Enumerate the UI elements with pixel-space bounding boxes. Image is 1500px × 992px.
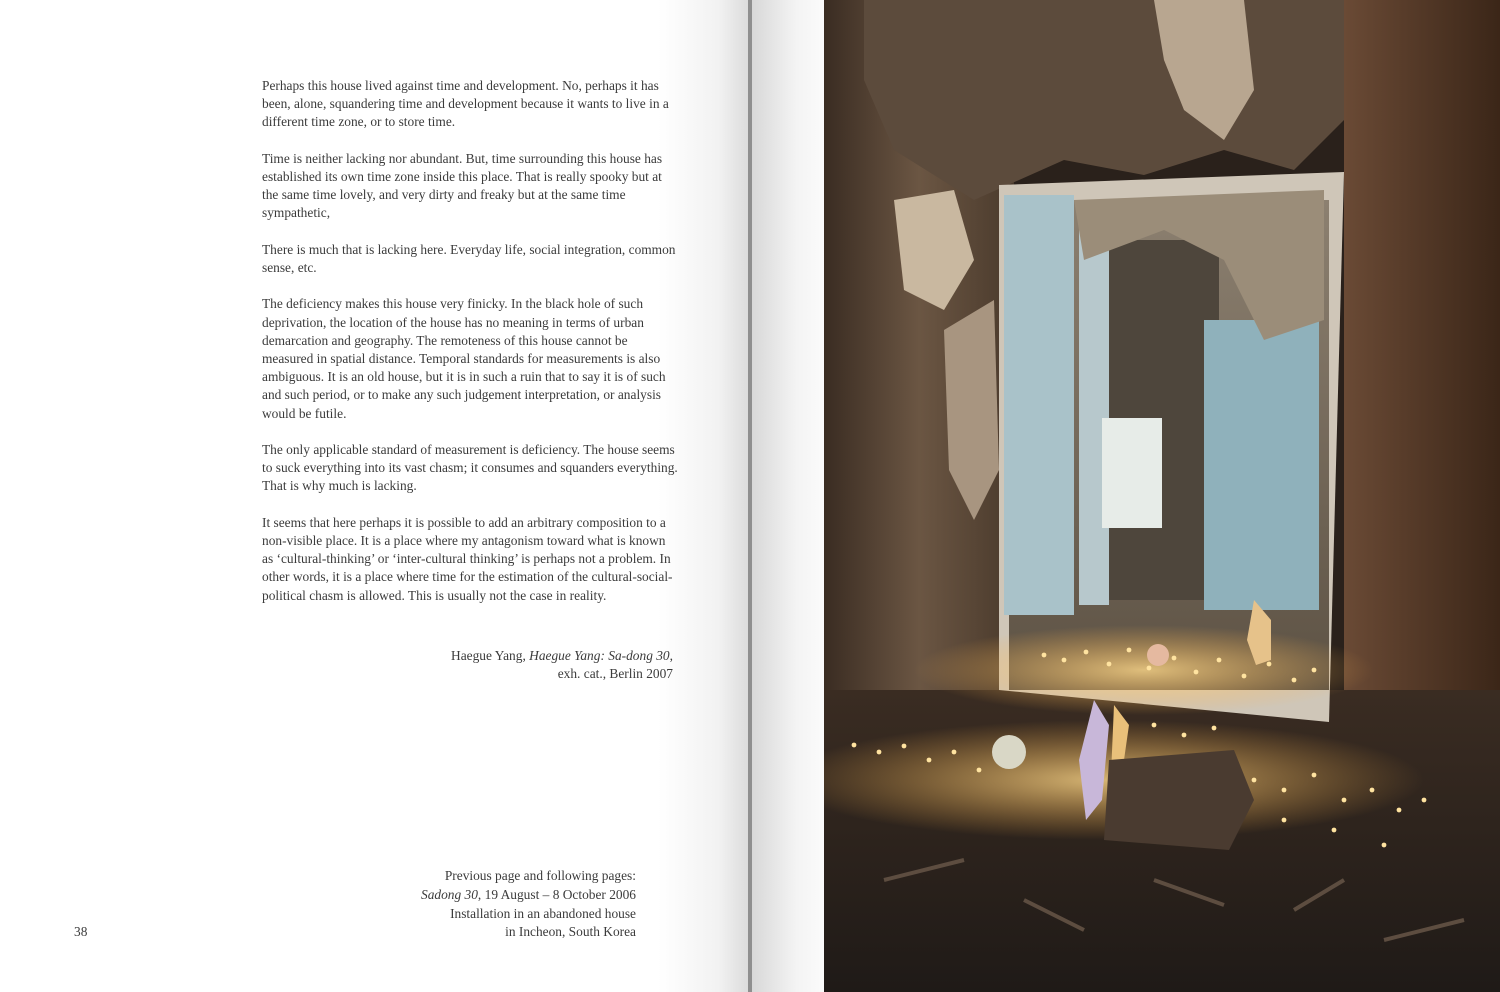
attribution-title-suffix: , — [669, 648, 673, 663]
mirror-door-frame — [1079, 225, 1109, 605]
essay-paragraph: Perhaps this house lived against time and development. No, perhaps it has been, alone, squandering time and development because it wants to live in a different time zone, or to store time. — [262, 78, 669, 130]
image-caption — [330, 867, 636, 942]
attribution-line-2: exh. cat., Berlin 2007 — [557, 666, 673, 682]
caption-line-3: Installation in an abandoned house — [450, 905, 636, 921]
essay-text — [262, 77, 678, 623]
caption-dates: , 19 August – 8 October 2006 — [477, 886, 636, 902]
attribution-line-1 — [262, 647, 673, 665]
attribution-author: Haegue Yang, — [451, 648, 530, 663]
mirror-door-right — [1204, 320, 1319, 610]
installation-photo — [824, 0, 1500, 992]
essay-paragraph: There is much that is lacking here. Everyday life, social integration, common sense, etc. — [262, 241, 676, 275]
left-page — [0, 0, 748, 992]
essay-paragraph: It seems that here perhaps it is possible to add an arbitrary composition to a non-visible place. It is a place where my antagonism toward what is known as ‘cultural-thinking’ or ‘inter-cultural thinking’ is perhaps not a problem. In other words, it is a place where time for the estimation of the cultural-social-political chasm is allowed. This is usually not the case in reality. — [262, 514, 673, 603]
essay-paragraph: The only applicable standard of measurement is deficiency. The house seems to suck everything into its vast chasm; it consumes and squanders everything. That is why much is lacking. — [262, 442, 678, 494]
right-wall — [1344, 0, 1500, 740]
essay-paragraph: The deficiency makes this house very finicky. In the black hole of such deprivation, the location of the house has no meaning in terms of urban demarcation and geography. The remoteness of this house cannot be measured in spatial distance. Temporal standards for measurements is also ambiguous. It is an old house, but it is in such a ruin that to say it is of such and such period, or to make any such judgement interpretation, or analysis would be futile. — [262, 296, 666, 421]
light-glow — [914, 625, 1374, 715]
mirror-door-left — [1004, 195, 1074, 615]
essay-paragraph: Time is neither lacking nor abundant. But, time surrounding this house has established its own time zone inside this place. That is really spooky but at the same time lovely, and very dirty and freaky but at the same time sympathetic, — [262, 150, 663, 221]
page-number: 38 — [74, 924, 88, 939]
quote-attribution — [262, 647, 673, 683]
caption-line-4: in Incheon, South Korea — [505, 924, 636, 940]
caption-line-1: Previous page and following pages: — [444, 868, 636, 883]
caption-work-title: Sadong 30 — [421, 886, 478, 902]
caption-line-2 — [330, 886, 636, 905]
attribution-title: Haegue Yang: Sa-dong 30 — [529, 648, 670, 663]
log — [1104, 750, 1254, 850]
mirror-window — [1102, 418, 1162, 528]
